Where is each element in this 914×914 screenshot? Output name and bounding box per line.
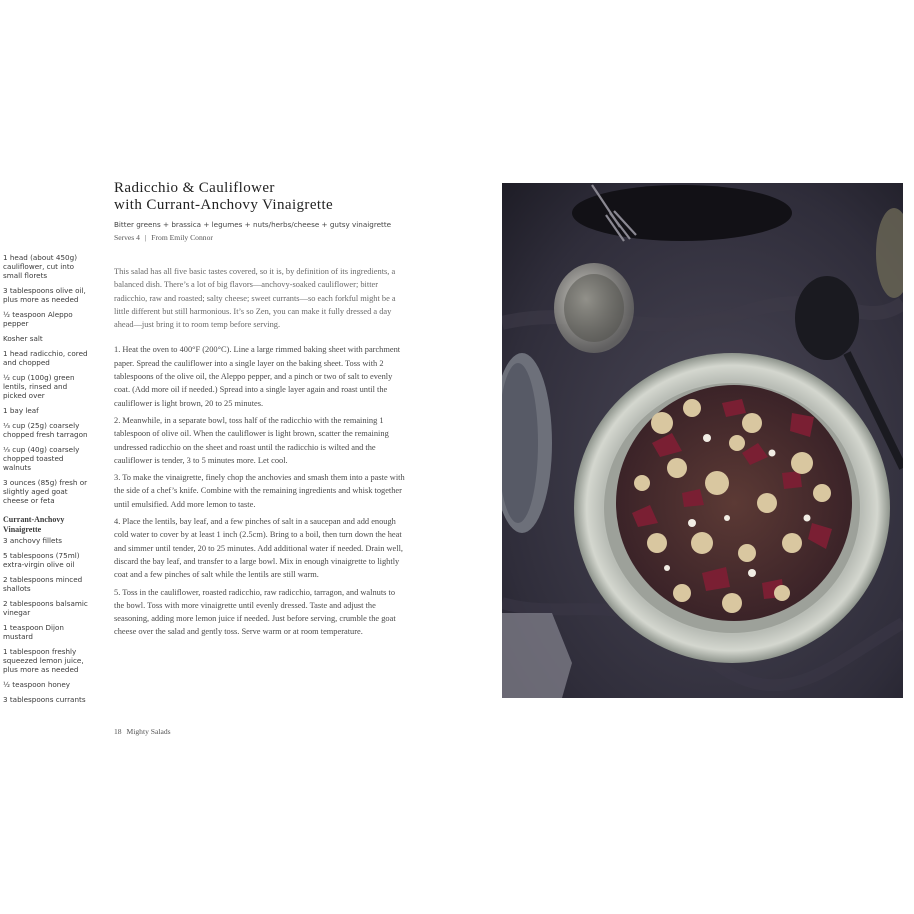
vinaigrette-item: ½ teaspoon honey — [3, 680, 71, 689]
dark-plate — [572, 185, 792, 241]
ingredient-item: 1 head radicchio, cored and chopped — [3, 349, 88, 367]
ingredient-item: Kosher salt — [3, 334, 43, 343]
ingredients-column — [3, 253, 91, 710]
vinaigrette-item: 1 tablespoon freshly squeezed lemon juice, plus more as needed — [3, 647, 84, 674]
vinaigrette-item: 1 teaspoon Dijon mustard — [3, 623, 64, 641]
vinaigrette-item: 5 tablespoons (75ml) extra-virgin olive oil — [3, 551, 80, 569]
page-number: 18 — [114, 727, 122, 736]
recipe-step: 5. Toss in the cauliflower, roasted radicchio, raw radicchio, tarragon, and walnuts to the bowl. Toss with more vinaigrette until evenly dressed. Taste and adjust the seasoning, adding more lemon juice if needed. Just before serving, crumble the goat cheese over the salad and gently toss. Serve warm or at room temperature. — [114, 587, 396, 637]
spoon — [795, 276, 859, 360]
vinaigrette-heading-line2: Vinaigrette — [3, 524, 42, 534]
vinaigrette-item: 3 tablespoons currants — [3, 695, 86, 704]
recipe-step: 1. Heat the oven to 400°F (200°C). Line a large rimmed baking sheet with parchment paper. Spread the cauliflower into a single layer on the baking sheet. Toss with 2 tablespoons of the olive oil, the Aleppo pepper, and a pinch or two of salt to evenly coat. (Add more oil if needed.) Spread into a single layer again and roast until the cauliflower is light brown, 20 to 25 minutes. — [114, 345, 401, 408]
vinaigrette-heading-line1: Currant-Anchovy — [3, 515, 65, 524]
recipe-title-line2: with Currant-Anchovy Vinaigrette — [114, 196, 334, 213]
recipe-step: 3. To make the vinaigrette, finely chop the anchovies and smash them into a paste with the side of a chef’s knife. Combine with the remaining ingredients and whisk together until emulsified. Add more lemon to taste. — [114, 473, 405, 509]
book-title: Mighty Salads — [126, 727, 171, 736]
recipe-title — [114, 180, 444, 213]
vinaigrette-item: 3 anchovy fillets — [3, 536, 63, 545]
recipe-title-line1: Radicchio & Cauliflower — [114, 180, 275, 196]
ingredient-item: 1 head (about 450g) cauliflower, cut into small florets — [3, 253, 77, 280]
serves-count: Serves 4 — [114, 233, 140, 242]
recipe-intro: This salad has all five basic tastes covered, so it is, by definition of its ingredients, a balanced dish. There’s a lot of big flavors—anchovy-soaked cauliflower; bitter radicchio, raw and roasted; salty cheese; sweet currants—so each forkful might be a little different but still harmonious. It’s so Zen, you can make it fully dressed a day ahead—just bring it to room temp before serving. — [114, 267, 396, 330]
recipe-step: 2. Meanwhile, in a separate bowl, toss half of the radicchio with the remaining 1 tablespoon of olive oil. When the cauliflower is light brown, scatter the remaining undressed radicchio on the sheet and roast until the radicchio is wilted and the cauliflower is tender, 3 to 5 minutes more. Let cool. — [114, 415, 389, 465]
vinaigrette-item: 2 tablespoons minced shallots — [3, 575, 83, 593]
recipe-credit: From Emily Connor — [151, 233, 213, 242]
vinaigrette-item: 2 tablespoons balsamic vinegar — [3, 599, 88, 617]
ingredient-item: ½ teaspoon Aleppo pepper — [3, 310, 73, 328]
serves-line — [114, 233, 213, 242]
page-footer — [114, 727, 171, 736]
ingredient-item: 1 bay leaf — [3, 406, 39, 415]
ingredient-item: 3 ounces (85g) fresh or slightly aged goat cheese or feta — [3, 478, 88, 505]
ingredient-item: ½ cup (100g) green lentils, rinsed and picked over — [3, 373, 75, 400]
recipe-body — [114, 265, 406, 643]
ingredient-item: ⅓ cup (40g) coarsely chopped toasted walnuts — [3, 445, 80, 472]
serves-separator: | — [144, 233, 147, 242]
salad-photo — [502, 183, 903, 698]
recipe-step: 4. Place the lentils, bay leaf, and a few pinches of salt in a saucepan and add enough cold water to cover by at least 1 inch (2.5cm). Bring to a boil, then turn down the heat and simmer until tender, 20 to 25 minutes. Add additional water if needed. Drain well, discard the bay leaf, and transfer to a large bowl. Mix in enough vinaigrette to lightly coat and a few pinches of salt while the lentils are still warm. — [114, 517, 403, 580]
vinaigrette-heading — [3, 515, 91, 534]
ingredient-item: ⅓ cup (25g) coarsely chopped fresh tarragon — [3, 421, 88, 439]
ingredient-item: 3 tablespoons olive oil, plus more as needed — [3, 286, 86, 304]
recipe-tags: Bitter greens + brassica + legumes + nuts/herbs/cheese + gutsy vinaigrette — [114, 220, 392, 229]
